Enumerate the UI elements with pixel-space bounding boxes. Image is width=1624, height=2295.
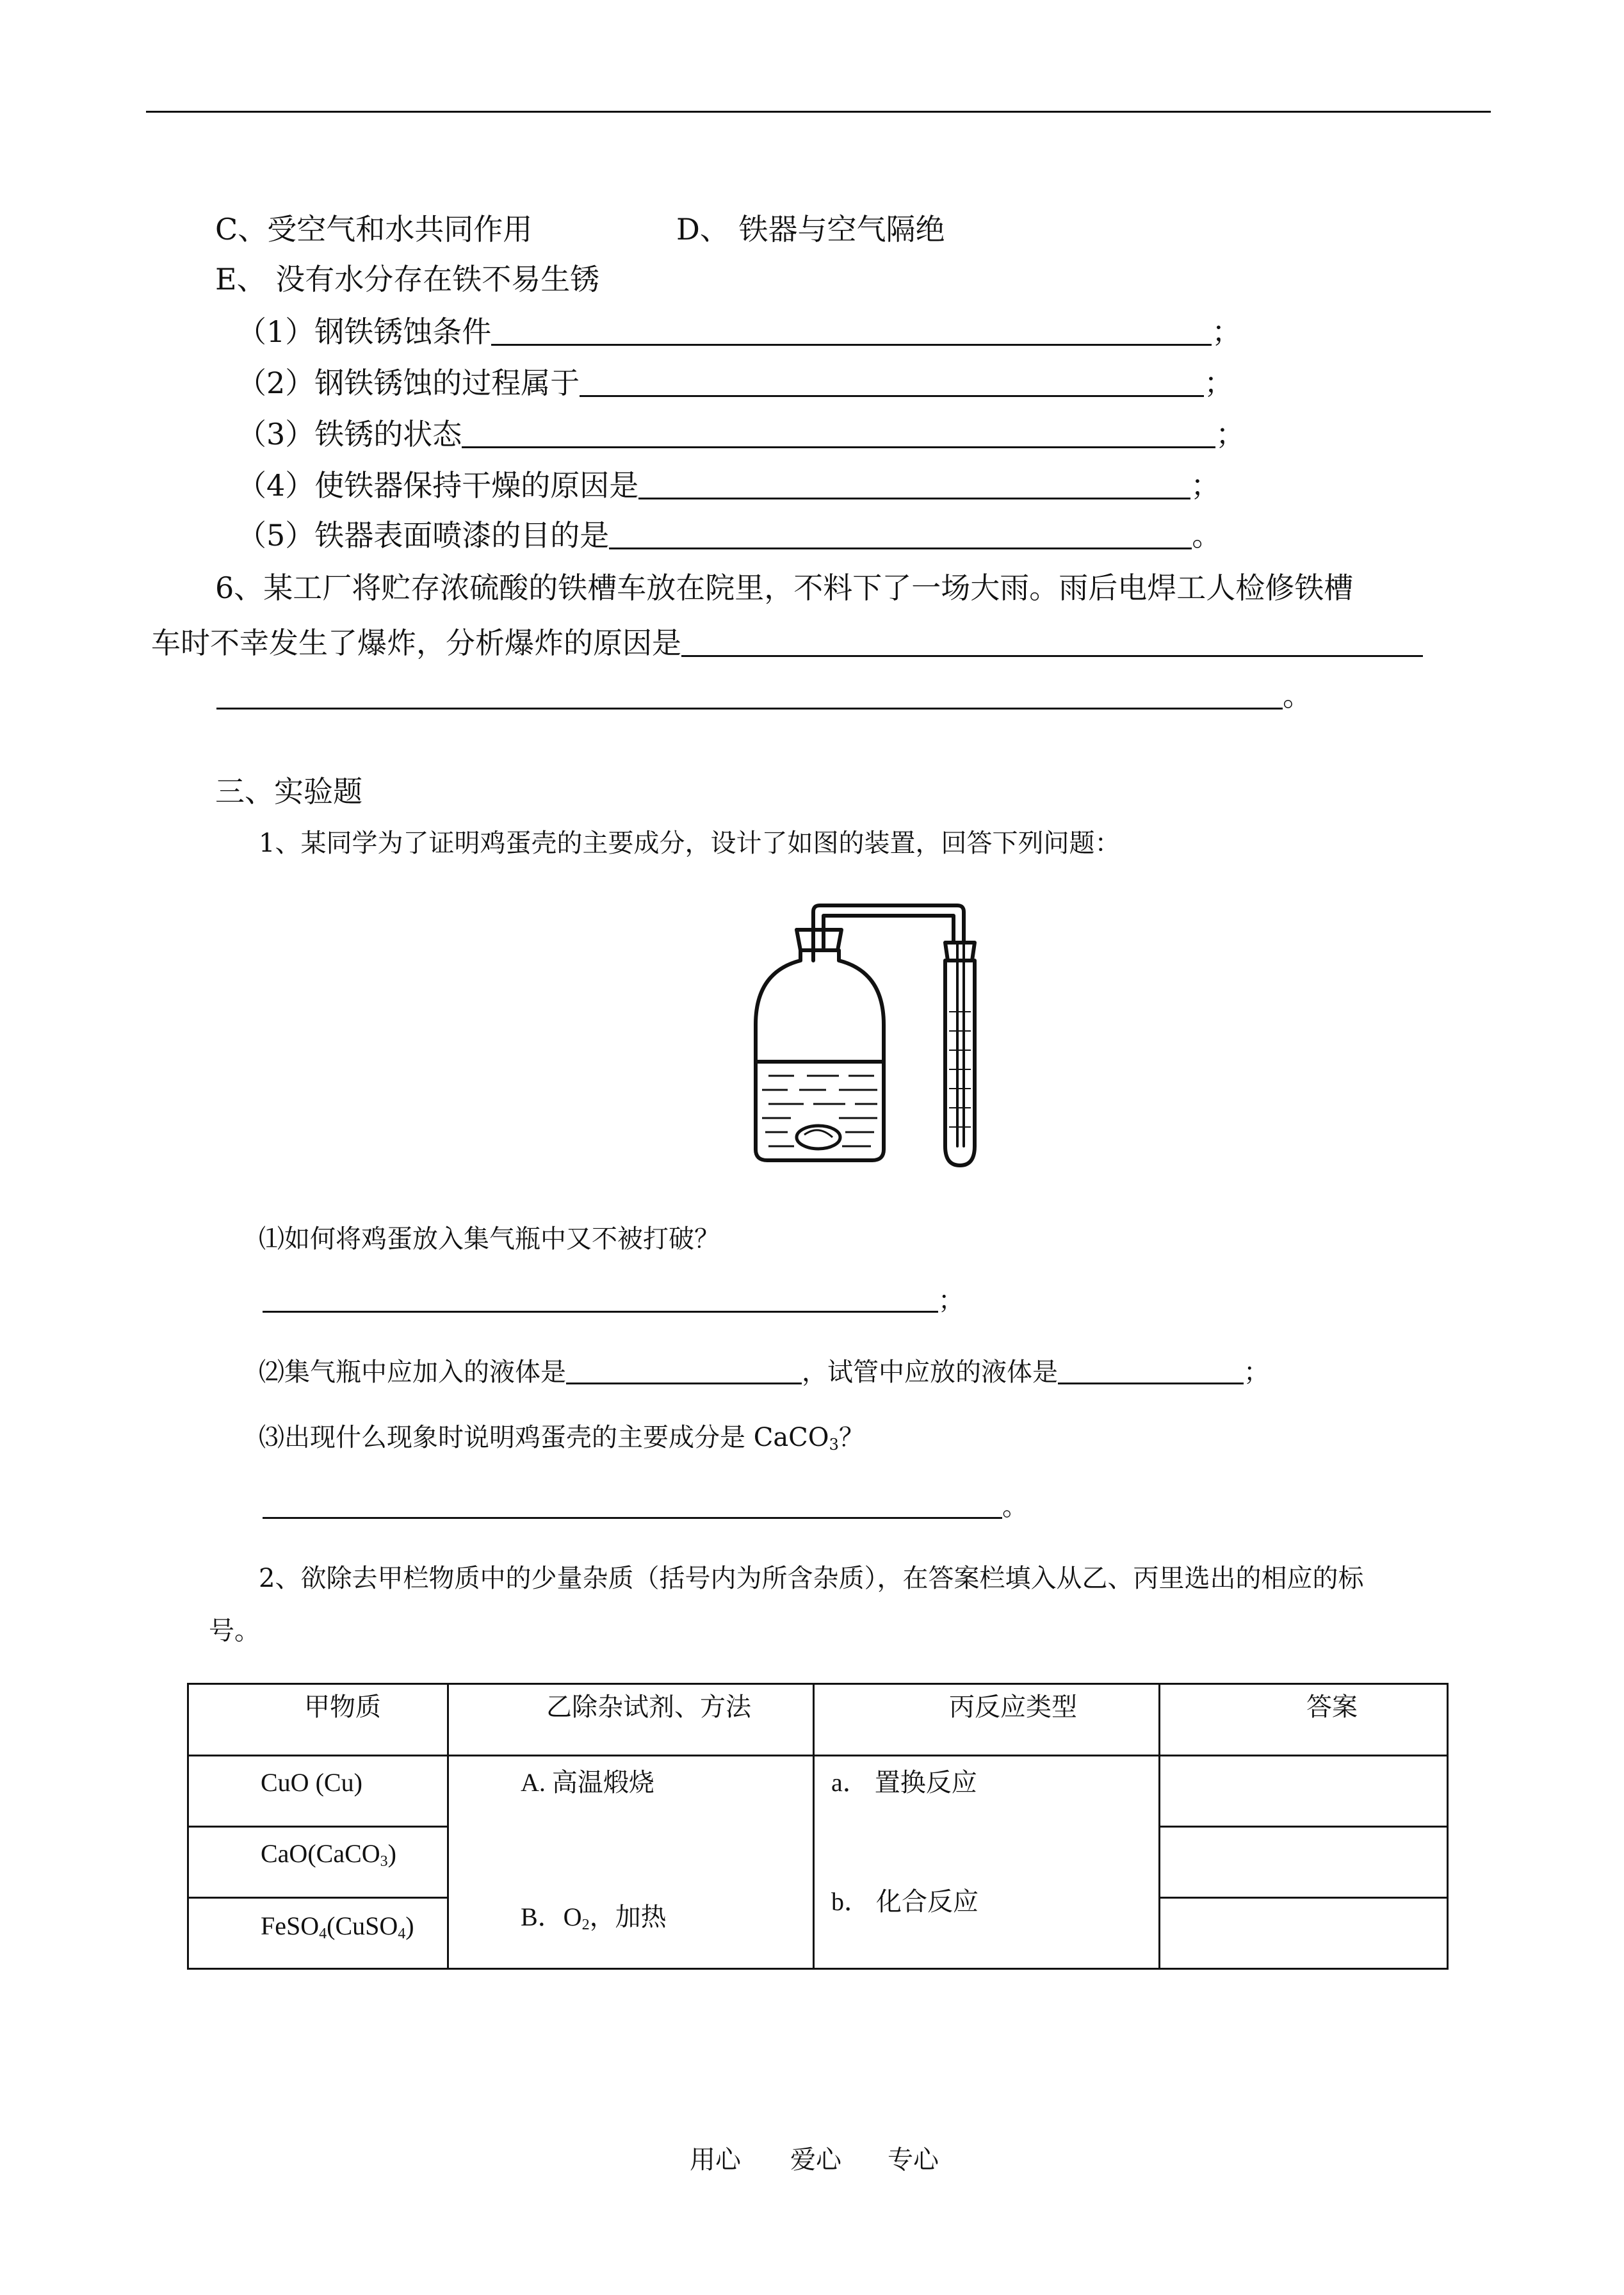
test-tube-liquid [949, 1012, 971, 1127]
subquestion-1-text: （1）钢铁锈蚀条件 [237, 314, 492, 349]
option-d: D、 铁器与空气隔绝 [676, 212, 945, 247]
q6-end: 。 [1283, 678, 1312, 713]
answer-blank[interactable] [263, 1491, 1002, 1519]
subquestion-5-end: 。 [1192, 518, 1222, 553]
substance-cell: FeSO$_4$(CuSO$_4$) [188, 1898, 448, 1969]
section-title: 三、实验题 [215, 774, 362, 809]
subquestion-5-text: （5）铁器表面喷漆的目的是 [237, 518, 610, 553]
option-c: C、受空气和水共同作用 [215, 212, 533, 247]
test-tube-stopper [945, 943, 975, 961]
method-a: A. 高温煅烧 [521, 1768, 654, 1797]
answer-blank[interactable] [462, 421, 1215, 448]
type-a: a． 置换反应 [831, 1768, 977, 1797]
q1-part1-answer [263, 1285, 964, 1317]
test-tube [945, 961, 975, 1165]
q1-intro: 1、某同学为了证明鸡蛋壳的主要成分，设计了如图的装置，回答下列问题： [259, 829, 1121, 858]
subquestion-3-end: ； [1215, 417, 1246, 451]
apparatus-diagram [743, 896, 1012, 1178]
answer-blank[interactable] [681, 629, 1423, 657]
answer-blank[interactable] [216, 682, 1283, 710]
substance-cell: CuO (Cu) [188, 1756, 448, 1827]
reaction-type-cell [814, 1756, 1160, 1969]
footer-text-3: 专心 [888, 2145, 939, 2175]
impurity-table [187, 1683, 1449, 1970]
table-header-row [188, 1684, 1448, 1756]
q1-part1-end: ； [938, 1286, 964, 1315]
table-header-cell: 丙反应类型 [814, 1684, 1160, 1756]
subquestion-3-text: （3）铁锈的状态 [237, 417, 462, 451]
answer-blank[interactable] [580, 369, 1204, 397]
answer-blank[interactable] [638, 472, 1190, 499]
q1-part2-end: ； [1244, 1358, 1269, 1387]
footer-text-1: 用心 [690, 2145, 741, 2175]
answer-blank[interactable] [1058, 1357, 1244, 1384]
bottle-stopper [797, 930, 841, 950]
answer-blank[interactable] [491, 318, 1212, 346]
q2-line2: 号。 [209, 1616, 260, 1646]
subquestion-4 [237, 467, 1220, 503]
subquestion-2-text: （2）钢铁锈蚀的过程属于 [237, 366, 580, 400]
substance-cell: CaO(CaCO$_3$) [188, 1827, 448, 1898]
subquestion-1-end: ； [1212, 314, 1242, 349]
subquestion-5 [237, 517, 1221, 553]
method-cell [448, 1756, 814, 1969]
q2-line1: 2、欲除去甲栏物质中的少量杂质（括号内为所含杂质），在答案栏填入从乙、丙里选出的相应的标 [259, 1564, 1364, 1593]
egg [797, 1126, 840, 1149]
subquestion-4-text: （4）使铁器保持干燥的原因是 [237, 468, 639, 503]
q6-line2-text: 车时不幸发生了爆炸，分析爆炸的原因是 [151, 626, 681, 660]
option-e: E、 没有水分存在铁不易生锈 [215, 262, 600, 296]
subquestion-1 [237, 314, 1241, 350]
gas-bottle [756, 950, 884, 1160]
method-b: B．$O_2$，加热 [521, 1902, 667, 1933]
table-header-cell: 乙除杂试剂、方法 [448, 1684, 814, 1756]
q1-part1: ⑴如何将鸡蛋放入集气瓶中又不被打破？ [259, 1224, 720, 1254]
answer-cell[interactable] [1160, 1756, 1448, 1827]
answer-cell[interactable] [1160, 1827, 1448, 1898]
q1-part3-end: ？ [838, 1423, 865, 1452]
table-header-cell: 甲物质 [188, 1684, 448, 1756]
table-row [188, 1756, 1448, 1827]
subquestion-3 [237, 416, 1245, 452]
q1-part3 [259, 1422, 865, 1461]
q1-part3-pre: ⑶出现什么现象时说明鸡蛋壳的主要成分是 CaCO [259, 1423, 829, 1452]
subquestion-2-end: ； [1204, 366, 1234, 400]
q1-part2-mid: ，试管中应放的液体是 [802, 1358, 1058, 1387]
answer-cell[interactable] [1160, 1898, 1448, 1969]
q6-line2 [151, 625, 1423, 661]
q1-part3-answer [263, 1491, 1028, 1523]
q1-part2-pre: ⑵集气瓶中应加入的液体是 [259, 1358, 566, 1387]
q1-part3-line-end: 。 [1002, 1492, 1028, 1521]
subquestion-2 [237, 365, 1233, 401]
table-header-cell: 答案 [1160, 1684, 1448, 1756]
header-rule [146, 111, 1491, 113]
answer-blank[interactable] [609, 522, 1192, 549]
bottle-liquid-hatching [762, 1076, 877, 1146]
answer-blank[interactable] [566, 1357, 802, 1384]
q6-line1: 6、某工厂将贮存浓硫酸的铁槽车放在院里，不料下了一场大雨。雨后电焊工人检修铁槽 [215, 571, 1354, 605]
type-b: b． 化合反应 [831, 1887, 978, 1916]
q6-line3 [216, 677, 1312, 713]
footer-text-2: 爱心 [790, 2145, 841, 2175]
subquestion-4-end: ； [1190, 468, 1221, 503]
q1-part2 [259, 1356, 1269, 1388]
egg-shading [804, 1130, 832, 1137]
answer-blank[interactable] [263, 1285, 938, 1313]
delivery-tube [813, 905, 964, 961]
q1-part3-sub: 3 [829, 1436, 839, 1454]
